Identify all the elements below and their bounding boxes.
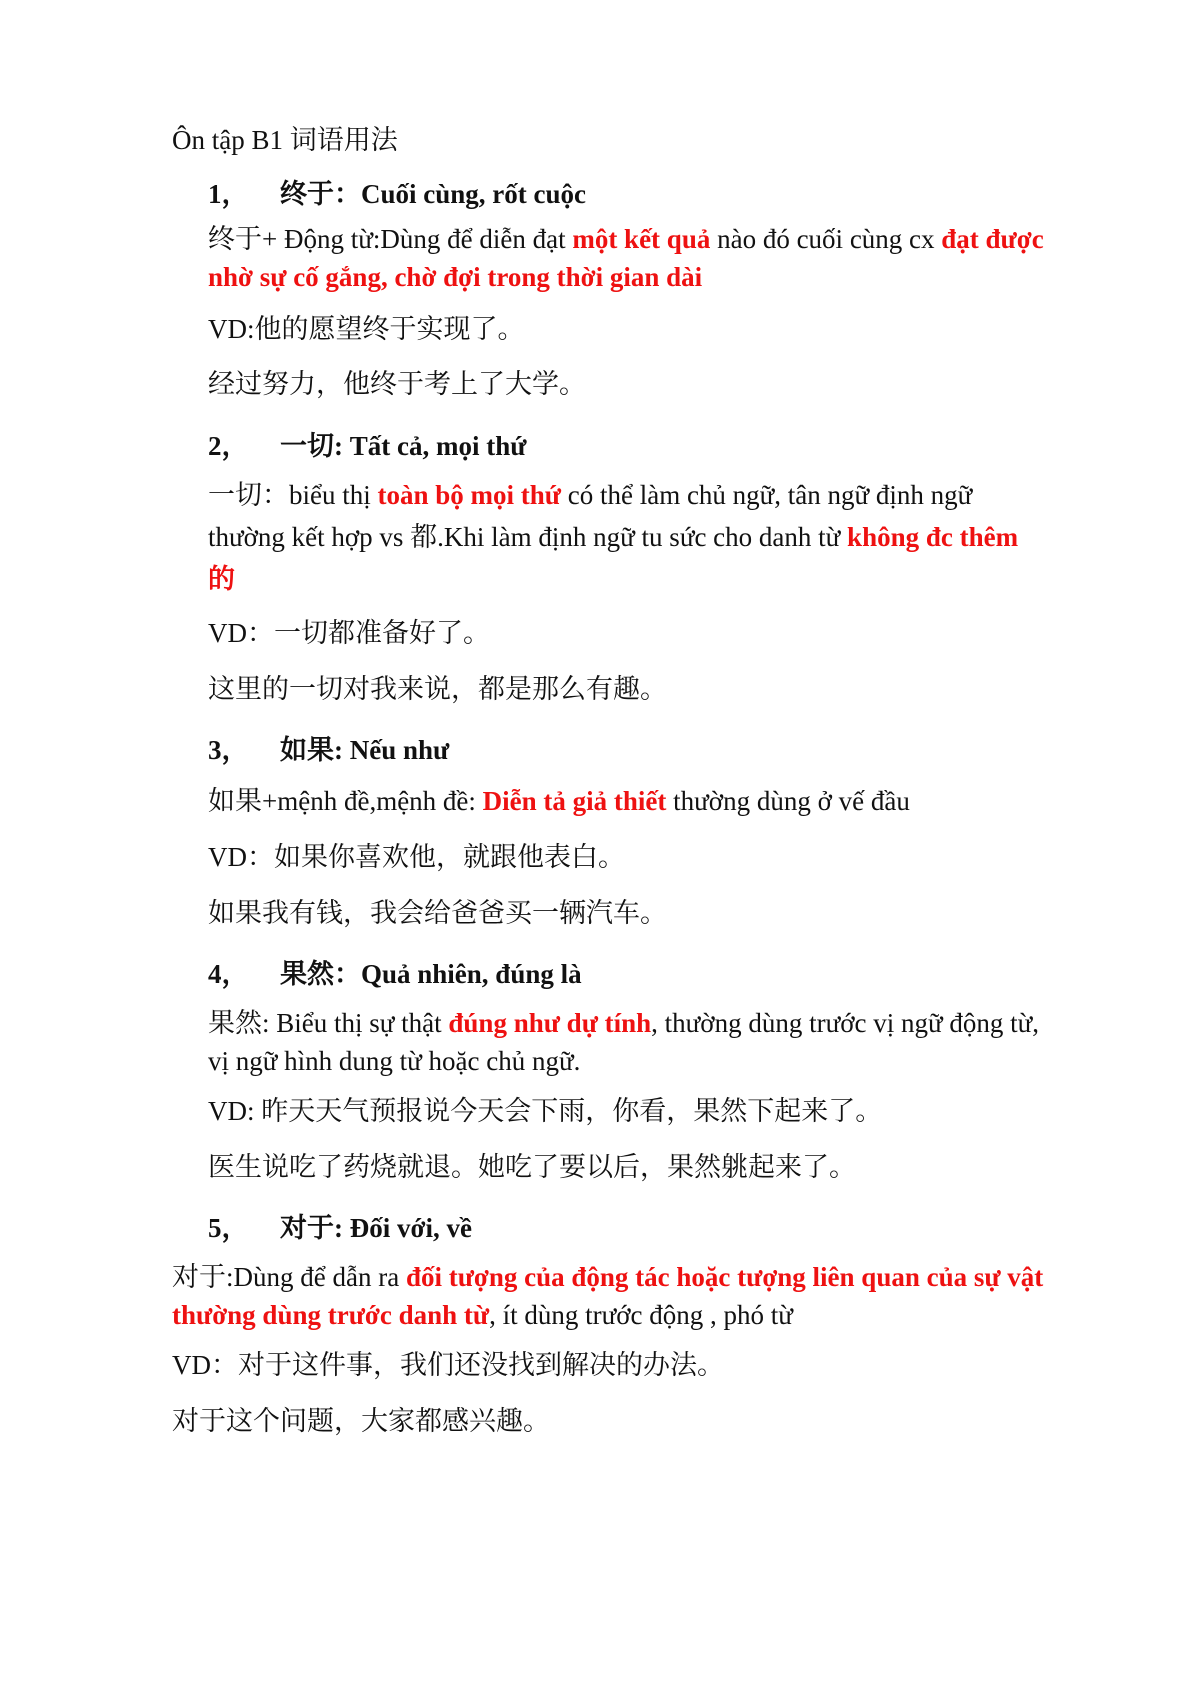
highlight: nhờ sự cố gắng, chờ đợi trong thời gian dài (208, 262, 703, 292)
section-title: 终于：Cuối cùng, rốt cuộc (280, 179, 586, 209)
section-1-heading (208, 172, 586, 211)
section-3-example-2: 如果我有钱，我会给爸爸买一辆汽车。 (208, 898, 667, 928)
section-5-description: 对于:Dùng để dẫn ra đối tượng của động tác hoặc tượng liên quan của sự vật thường dùng trước danh từ, ít dùng trước động , phó từ (172, 1262, 1044, 1330)
highlight: Diễn tả giả thiết (482, 786, 667, 816)
highlight: đạt được (941, 224, 1044, 254)
section-number: 5， (208, 1213, 249, 1243)
highlight: 的 (208, 564, 235, 594)
section-2-example-1: VD：一切都准备好了。 (208, 618, 490, 648)
highlight: toàn bộ mọi thứ (377, 480, 561, 510)
highlight: đối tượng của động tác hoặc tượng liên quan của sự vật (405, 1262, 1044, 1292)
highlight: một kết quả (572, 224, 711, 254)
section-4-example-2: 医生说吃了药烧就退。她吃了要以后，果然䠷起来了。 (208, 1152, 856, 1182)
section-number: 1， (208, 179, 249, 209)
section-2-example-2: 这里的一切对我来说，都是那么有趣。 (208, 674, 667, 704)
document-title: Ôn tập B1 词语用法 (172, 125, 398, 155)
section-4-heading (208, 952, 582, 991)
section-4-example-1: VD: 昨天天气预报说今天会下雨，你看，果然下起来了。 (208, 1096, 883, 1126)
highlight: đúng như dự tính (448, 1008, 652, 1038)
section-1-example-1: VD:他的愿望终于实现了。 (208, 314, 525, 344)
section-number: 2， (208, 431, 249, 461)
section-2-heading (208, 424, 526, 463)
section-title: 如果: Nếu như (280, 735, 450, 765)
highlight: thường dùng trước danh từ (172, 1300, 490, 1330)
section-2-description: 一切：biểu thị toàn bộ mọi thứ có thể làm chủ ngữ, tân ngữ định ngữ thường kết hợp vs 都.Khi làm định ngữ tu sức cho danh từ không đc thêm 的 (208, 480, 1019, 594)
section-number: 3， (208, 735, 249, 765)
section-5-example-2: 对于这个问题，大家都感兴趣。 (172, 1406, 550, 1436)
section-1-example-2: 经过努力，他终于考上了大学。 (208, 369, 586, 399)
section-3-heading (208, 728, 449, 767)
section-5-heading (208, 1206, 472, 1245)
section-3-example-1: VD：如果你喜欢他，就跟他表白。 (208, 842, 625, 872)
section-title: 对于: Đối với, về (280, 1213, 472, 1243)
highlight: không đc thêm (847, 522, 1019, 552)
section-1-description: 终于+ Động từ:Dùng để diễn đạt một kết quả nào đó cuối cùng cx đạt được nhờ sự cố gắng, chờ đợi trong thời gian dài (208, 224, 1044, 292)
section-title: 一切: Tất cả, mọi thứ (280, 431, 527, 461)
section-4-description: 果然: Biểu thị sự thật đúng như dự tính, thường dùng trước vị ngữ động từ, vị ngữ hình dung từ hoặc chủ ngữ. (208, 1008, 1039, 1076)
section-5-example-1: VD：对于这件事，我们还没找到解决的办法。 (172, 1350, 724, 1380)
section-number: 4， (208, 959, 249, 989)
section-title: 果然：Quả nhiên, đúng là (280, 959, 582, 989)
section-3-description: 如果+mệnh đề,mệnh đề: Diễn tả giả thiết thường dùng ở vế đầu (208, 786, 910, 816)
